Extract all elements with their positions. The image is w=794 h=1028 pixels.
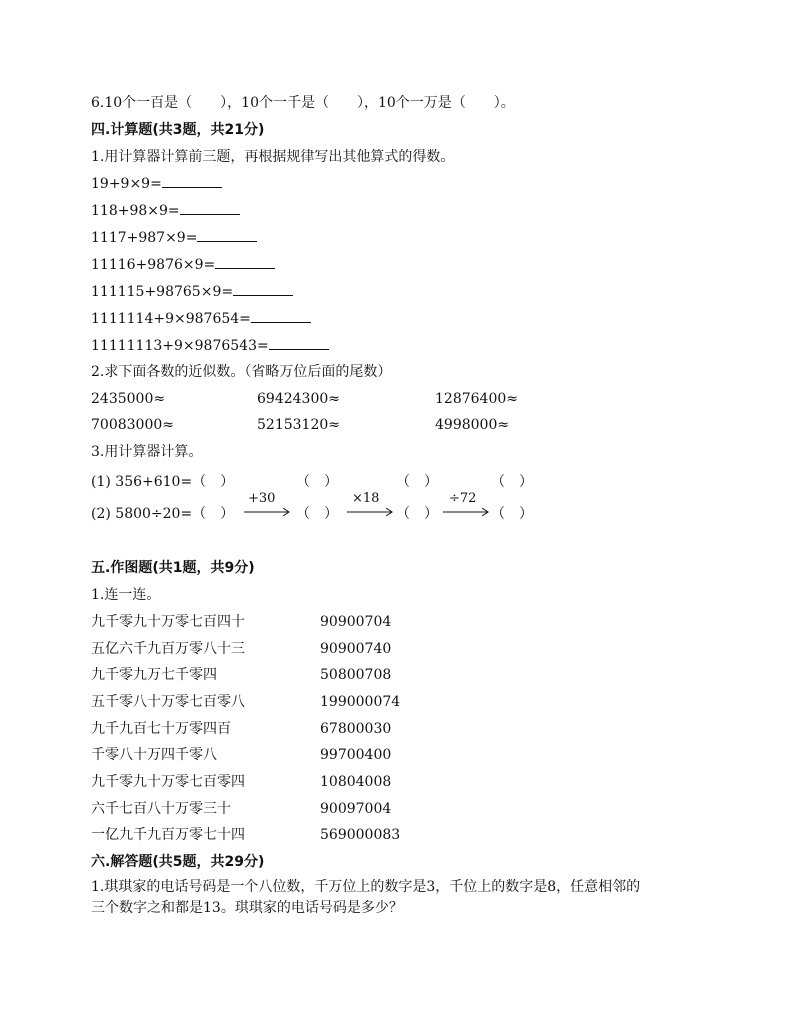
approx-item: 4998000≈ [435, 417, 510, 433]
calc-3-expr-2: (2) 5800÷20=（ ） [91, 506, 235, 522]
paren-blank[interactable]: （ ） [296, 506, 338, 522]
calc-1-row [91, 283, 293, 301]
calc-1-row [91, 337, 329, 355]
calc-1-expr: 11111113+9×9876543= [91, 338, 269, 354]
match-left-item[interactable]: 一亿九千九百万零七十四 [91, 827, 245, 843]
calc-1-row [91, 310, 311, 328]
match-right-item[interactable]: 99700400 [320, 747, 392, 763]
match-left-item[interactable]: 五亿六千九百万零八十三 [91, 641, 245, 657]
answer-blank[interactable] [269, 337, 329, 350]
match-left-item[interactable]: 九千零九万七千零四 [91, 667, 217, 683]
match-right-item[interactable]: 67800030 [320, 721, 392, 737]
calc-1-row [91, 175, 222, 193]
answer-blank[interactable] [197, 229, 257, 242]
answer-blank[interactable] [215, 256, 275, 269]
match-left-item[interactable]: 九千零九十万零七百四十 [91, 614, 245, 630]
match-right-item[interactable]: 90900704 [320, 614, 392, 630]
answer-blank[interactable] [233, 283, 293, 296]
calc-1-expr: 11116+9876×9= [91, 257, 216, 273]
right-arrow-icon [443, 507, 491, 517]
match-left-item[interactable]: 六千七百八十万零三十 [91, 801, 231, 817]
paren-blank[interactable]: （ ） [396, 506, 438, 522]
answer-1-line-2: 三个数字之和都是13。琪琪家的电话号码是多少？ [91, 900, 403, 916]
paren-blank[interactable]: （ ） [396, 474, 438, 490]
approx-item: 52153120≈ [257, 417, 340, 433]
section-4-title: 四.计算题(共3题，共21分) [91, 122, 265, 138]
approx-item: 69424300≈ [257, 391, 340, 407]
calc-1-expr: 118+98×9= [91, 203, 180, 219]
answer-blank[interactable] [180, 202, 240, 215]
op-label: +30 [248, 491, 276, 506]
answer-blank[interactable] [251, 310, 311, 323]
section-5-title: 五.作图题(共1题，共9分) [91, 560, 255, 576]
calc-1-prompt: 1.用计算器计算前三题，再根据规律写出其他算式的得数。 [91, 149, 455, 165]
calc-2-prompt: 2.求下面各数的近似数。（省略万位后面的尾数） [91, 364, 392, 380]
match-right-item[interactable]: 10804008 [320, 774, 392, 790]
match-left-item[interactable]: 九千零九十万零七百零四 [91, 774, 245, 790]
op-label: ×18 [352, 491, 380, 506]
paren-blank[interactable]: （ ） [491, 506, 533, 522]
calc-1-row [91, 202, 240, 220]
calc-3-prompt: 3.用计算器计算。 [91, 444, 203, 460]
answer-blank[interactable] [162, 175, 222, 188]
right-arrow-icon [347, 507, 395, 517]
op-label: ÷72 [449, 491, 477, 506]
calc-1-expr: 1111114+9×987654= [91, 311, 251, 327]
match-left-item[interactable]: 千零八十万四千零八 [91, 747, 217, 763]
match-left-item[interactable]: 五千零八十万零七百零八 [91, 694, 245, 710]
calc-3-expr-1: (1) 356+610=（ ） [91, 474, 235, 490]
section-6-title: 六.解答题(共5题，共29分) [91, 854, 265, 870]
calc-1-expr: 111115+98765×9= [91, 284, 234, 300]
answer-1-line-1: 1.琪琪家的电话号码是一个八位数，千万位上的数字是3，千位上的数字是8，任意相邻的 [91, 879, 641, 895]
match-right-item[interactable]: 199000074 [320, 694, 401, 710]
match-right-item[interactable]: 90097004 [320, 801, 392, 817]
paren-blank[interactable]: （ ） [296, 474, 338, 490]
match-right-item[interactable]: 90900740 [320, 641, 392, 657]
match-right-item[interactable]: 50800708 [320, 667, 392, 683]
approx-item: 70083000≈ [91, 417, 174, 433]
approx-item: 12876400≈ [435, 391, 518, 407]
calc-1-row [91, 229, 257, 247]
right-arrow-icon [244, 507, 292, 517]
approx-item: 2435000≈ [91, 391, 166, 407]
calc-1-row [91, 256, 275, 274]
calc-1-expr: 19+9×9= [91, 176, 162, 192]
question-6: 6.10个一百是（ ），10个一千是（ ），10个一万是（ ）。 [91, 95, 515, 111]
match-left-item[interactable]: 九千九百七十万零四百 [91, 721, 231, 737]
calc-1-expr: 1117+987×9= [91, 230, 198, 246]
match-right-item[interactable]: 569000083 [320, 827, 401, 843]
match-prompt: 1.连一连。 [91, 587, 161, 603]
paren-blank[interactable]: （ ） [491, 474, 533, 490]
